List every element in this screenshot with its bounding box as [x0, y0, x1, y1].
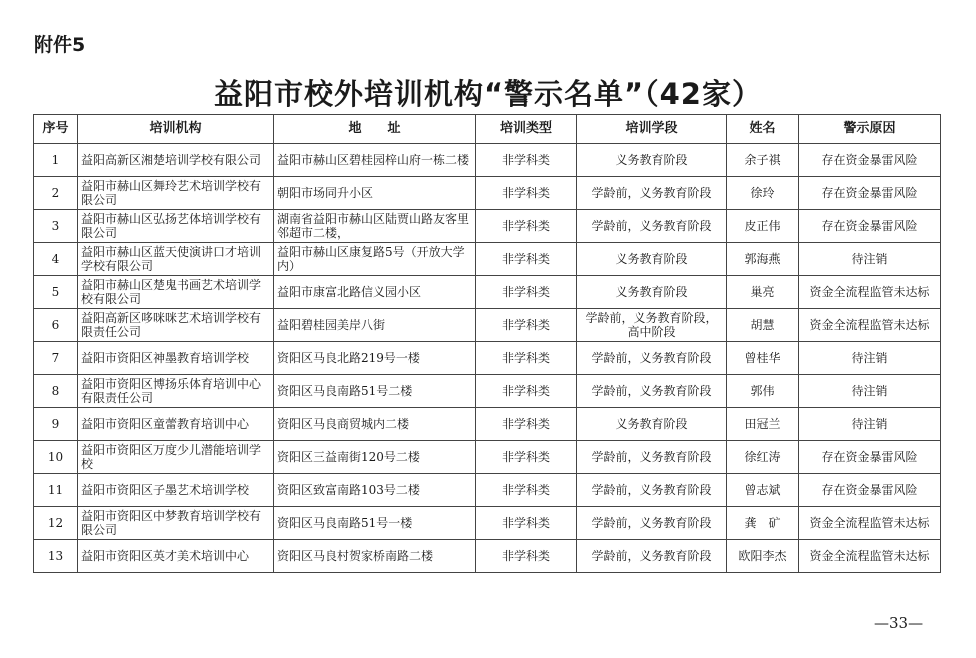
cell-training-type: 非学科类 [476, 408, 577, 441]
header-training-stage: 培训学段 [577, 115, 727, 144]
cell-name: 余子祺 [727, 144, 799, 177]
cell-institution: 益阳市资阳区子墨艺术培训学校 [78, 474, 274, 507]
cell-warning-reason: 待注销 [799, 375, 941, 408]
table-row [34, 243, 941, 276]
cell-institution: 益阳市资阳区中梦教育培训学校有限公司 [78, 507, 274, 540]
cell-training-stage: 义务教育阶段 [577, 408, 727, 441]
cell-training-stage: 学龄前，义务教育阶段 [577, 540, 727, 573]
cell-training-type: 非学科类 [476, 375, 577, 408]
cell-address: 资阳区马良北路219号一楼 [274, 342, 476, 375]
cell-warning-reason: 待注销 [799, 243, 941, 276]
cell-institution: 益阳市赫山区舞玲艺术培训学校有限公司 [78, 177, 274, 210]
table-row [34, 540, 941, 573]
attachment-label: 附件5 [34, 34, 86, 56]
cell-institution: 益阳市资阳区博扬乐体育培训中心有限责任公司 [78, 375, 274, 408]
cell-training-stage: 学龄前，义务教育阶段 [577, 507, 727, 540]
cell-training-type: 非学科类 [476, 210, 577, 243]
cell-training-stage: 学龄前，义务教育阶段 [577, 375, 727, 408]
cell-training-stage: 义务教育阶段 [577, 243, 727, 276]
cell-serial: 11 [34, 474, 78, 507]
cell-training-stage: 义务教育阶段 [577, 276, 727, 309]
cell-warning-reason: 存在资金暴雷风险 [799, 177, 941, 210]
cell-training-stage: 学龄前，义务教育阶段，高中阶段 [577, 309, 727, 342]
cell-serial: 1 [34, 144, 78, 177]
header-training-type: 培训类型 [476, 115, 577, 144]
table-header-row [34, 115, 941, 144]
cell-institution: 益阳高新区湘楚培训学校有限公司 [78, 144, 274, 177]
table-row [34, 309, 941, 342]
cell-name: 曾桂华 [727, 342, 799, 375]
cell-training-type: 非学科类 [476, 474, 577, 507]
cell-institution: 益阳市资阳区万度少儿潜能培训学校 [78, 441, 274, 474]
cell-address: 朝阳市场同升小区 [274, 177, 476, 210]
cell-institution: 益阳高新区哆咪咪艺术培训学校有限责任公司 [78, 309, 274, 342]
cell-address: 益阳市赫山区康复路5号（开放大学内） [274, 243, 476, 276]
cell-address: 资阳区马良南路51号二楼 [274, 375, 476, 408]
cell-warning-reason: 待注销 [799, 342, 941, 375]
cell-serial: 6 [34, 309, 78, 342]
cell-training-type: 非学科类 [476, 177, 577, 210]
cell-address: 益阳碧桂园美岸八街 [274, 309, 476, 342]
cell-address: 湖南省益阳市赫山区陆贾山路友客里邻超市二楼， [274, 210, 476, 243]
cell-training-type: 非学科类 [476, 342, 577, 375]
cell-warning-reason: 存在资金暴雷风险 [799, 210, 941, 243]
cell-address: 资阳区马良南路51号一楼 [274, 507, 476, 540]
table-row [34, 507, 941, 540]
cell-address: 资阳区马良村贺家桥南路二楼 [274, 540, 476, 573]
table-row [34, 474, 941, 507]
warning-list-table [33, 114, 941, 573]
cell-serial: 13 [34, 540, 78, 573]
cell-serial: 3 [34, 210, 78, 243]
cell-name: 郭海燕 [727, 243, 799, 276]
cell-name: 徐玲 [727, 177, 799, 210]
header-name: 姓名 [727, 115, 799, 144]
cell-institution: 益阳市赫山区楚鬼书画艺术培训学校有限公司 [78, 276, 274, 309]
cell-serial: 4 [34, 243, 78, 276]
document-title: 益阳市校外培训机构“警示名单”（42家） [214, 77, 762, 111]
cell-training-stage: 学龄前，义务教育阶段 [577, 441, 727, 474]
cell-training-stage: 学龄前，义务教育阶段 [577, 474, 727, 507]
cell-institution: 益阳市资阳区英才美术培训中心 [78, 540, 274, 573]
cell-name: 龚 矿 [727, 507, 799, 540]
cell-address: 益阳市康富北路信义园小区 [274, 276, 476, 309]
cell-training-type: 非学科类 [476, 309, 577, 342]
table-row [34, 144, 941, 177]
cell-serial: 2 [34, 177, 78, 210]
cell-training-stage: 学龄前，义务教育阶段 [577, 342, 727, 375]
cell-serial: 9 [34, 408, 78, 441]
table-row [34, 342, 941, 375]
cell-serial: 12 [34, 507, 78, 540]
cell-address: 资阳区三益南街120号二楼 [274, 441, 476, 474]
cell-name: 巢亮 [727, 276, 799, 309]
page-number: —33— [874, 614, 924, 632]
cell-training-type: 非学科类 [476, 540, 577, 573]
cell-institution: 益阳市赫山区弘扬艺体培训学校有限公司 [78, 210, 274, 243]
cell-name: 徐红涛 [727, 441, 799, 474]
cell-name: 胡慧 [727, 309, 799, 342]
cell-name: 田冠兰 [727, 408, 799, 441]
cell-name: 欧阳李杰 [727, 540, 799, 573]
cell-institution: 益阳市赫山区蓝天使演讲口才培训学校有限公司 [78, 243, 274, 276]
table-row [34, 276, 941, 309]
header-institution: 培训机构 [78, 115, 274, 144]
cell-serial: 7 [34, 342, 78, 375]
cell-address: 资阳区致富南路103号二楼 [274, 474, 476, 507]
cell-training-type: 非学科类 [476, 276, 577, 309]
table-row [34, 375, 941, 408]
cell-institution: 益阳市资阳区童蕾教育培训中心 [78, 408, 274, 441]
cell-serial: 8 [34, 375, 78, 408]
cell-warning-reason: 资金全流程监管未达标 [799, 540, 941, 573]
cell-institution: 益阳市资阳区神墨教育培训学校 [78, 342, 274, 375]
cell-serial: 5 [34, 276, 78, 309]
cell-name: 曾志斌 [727, 474, 799, 507]
cell-warning-reason: 待注销 [799, 408, 941, 441]
cell-warning-reason: 资金全流程监管未达标 [799, 276, 941, 309]
cell-training-type: 非学科类 [476, 507, 577, 540]
table-row [34, 408, 941, 441]
table-row [34, 177, 941, 210]
cell-training-type: 非学科类 [476, 441, 577, 474]
header-address: 地 址 [274, 115, 476, 144]
cell-training-type: 非学科类 [476, 144, 577, 177]
header-warning-reason: 警示原因 [799, 115, 941, 144]
cell-address: 益阳市赫山区碧桂园梓山府一栋二楼 [274, 144, 476, 177]
cell-warning-reason: 存在资金暴雷风险 [799, 144, 941, 177]
cell-warning-reason: 资金全流程监管未达标 [799, 507, 941, 540]
cell-serial: 10 [34, 441, 78, 474]
header-serial: 序号 [34, 115, 78, 144]
cell-training-stage: 义务教育阶段 [577, 144, 727, 177]
table-row [34, 441, 941, 474]
cell-address: 资阳区马良商贸城内二楼 [274, 408, 476, 441]
cell-warning-reason: 资金全流程监管未达标 [799, 309, 941, 342]
cell-training-stage: 学龄前，义务教育阶段 [577, 210, 727, 243]
cell-training-stage: 学龄前，义务教育阶段 [577, 177, 727, 210]
cell-warning-reason: 存在资金暴雷风险 [799, 474, 941, 507]
table-row [34, 210, 941, 243]
cell-warning-reason: 存在资金暴雷风险 [799, 441, 941, 474]
cell-name: 郭伟 [727, 375, 799, 408]
cell-name: 皮正伟 [727, 210, 799, 243]
cell-training-type: 非学科类 [476, 243, 577, 276]
